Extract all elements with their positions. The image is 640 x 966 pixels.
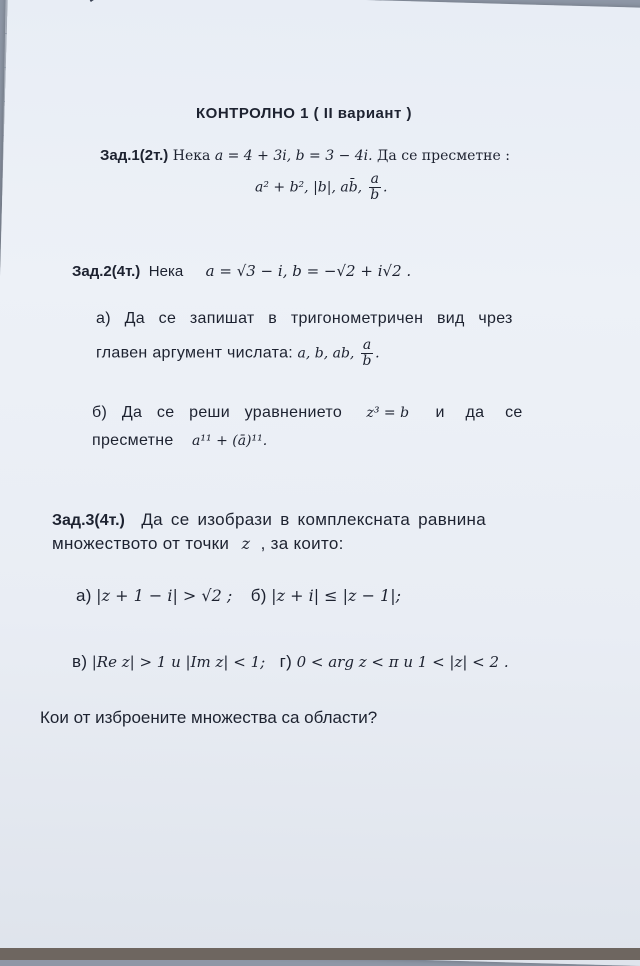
task2-text: Нека: [148, 263, 184, 280]
task3-c-expr: |Re z| > 1 u |Im z| < 1;: [91, 653, 266, 671]
task2-part-a-line1: а) Да се запишат в тригонометричен вид чрез: [96, 310, 513, 327]
task1-fraction: [369, 172, 381, 203]
task2-part-b-text2: пресметне: [92, 432, 174, 449]
task1-frac-num: a: [370, 171, 379, 187]
task3-label: Зад.3(4т.): [52, 512, 125, 529]
task2-given: a = √3 − i, b = −√2 + i√2 .: [205, 262, 412, 280]
task3-line2-row: [52, 534, 344, 554]
task1-given: a = 4 + 3i, b = 3 − 4i.: [214, 148, 373, 164]
task3-d-expr: 0 < arg z < π u 1 < |z| < 2 .: [296, 653, 509, 671]
task2-part-a-text: главен аргумент числата:: [96, 344, 294, 362]
task3-a-label: а): [76, 586, 92, 605]
task3-line2: множеството от точки: [52, 534, 230, 553]
task3-heading: [52, 510, 486, 530]
task3-line2-end: , за които:: [260, 534, 344, 553]
task1-label: Зад.1(2т.): [100, 147, 169, 164]
page-title: КОНТРОЛНО 1 ( II вариант ): [196, 105, 412, 122]
desk-edge: [0, 948, 640, 960]
task3-var: z: [241, 534, 251, 553]
task2-part-b-eq: z³ = b: [366, 405, 410, 421]
task3-b-label: б): [250, 586, 267, 605]
task1-frac-den: b: [370, 187, 380, 203]
task2-label: Зад.2(4т.): [72, 263, 141, 280]
task3-b-expr: |z + i| ≤ |z − 1|;: [271, 586, 402, 605]
task2-part-b-line2: [92, 432, 267, 450]
task1-expr: a² + b², |b|, ab̄,: [255, 179, 363, 196]
task2-part-b-text: б) Да се реши уравнението: [92, 404, 343, 421]
task2-frac-den: b: [362, 353, 372, 369]
task1-expressions: [255, 172, 387, 203]
task3-a-expr: |z + 1 − i| > √2 ;: [96, 586, 233, 605]
task3-line1: Да се изобрази в комплексната равнина: [141, 510, 486, 529]
task1-text: Нека: [172, 148, 211, 164]
task1-heading: [100, 147, 510, 165]
task2-frac-num: a: [362, 337, 372, 353]
task2-part-b-and: и да се: [435, 404, 523, 421]
task2-heading: [72, 262, 411, 281]
task3-row-ab: [76, 586, 401, 606]
conclusion-question: Кои от изброените множества са области?: [40, 708, 378, 727]
task2-part-a-line2: [96, 338, 380, 369]
task2-part-b-line1: [92, 404, 523, 422]
task1-instruction: Да се пресметне :: [377, 148, 510, 164]
task3-c-label: в): [72, 652, 88, 671]
task2-part-a-math: a, b, ab,: [297, 345, 355, 362]
task3-row-cd: [72, 652, 509, 672]
task1-end: .: [382, 179, 388, 196]
task2-part-b-expr: a¹¹ + (ā)¹¹.: [192, 433, 268, 449]
task2-part-a-end: .: [375, 345, 380, 362]
task3-d-label: г): [279, 652, 293, 671]
task2-fraction: [361, 338, 373, 369]
